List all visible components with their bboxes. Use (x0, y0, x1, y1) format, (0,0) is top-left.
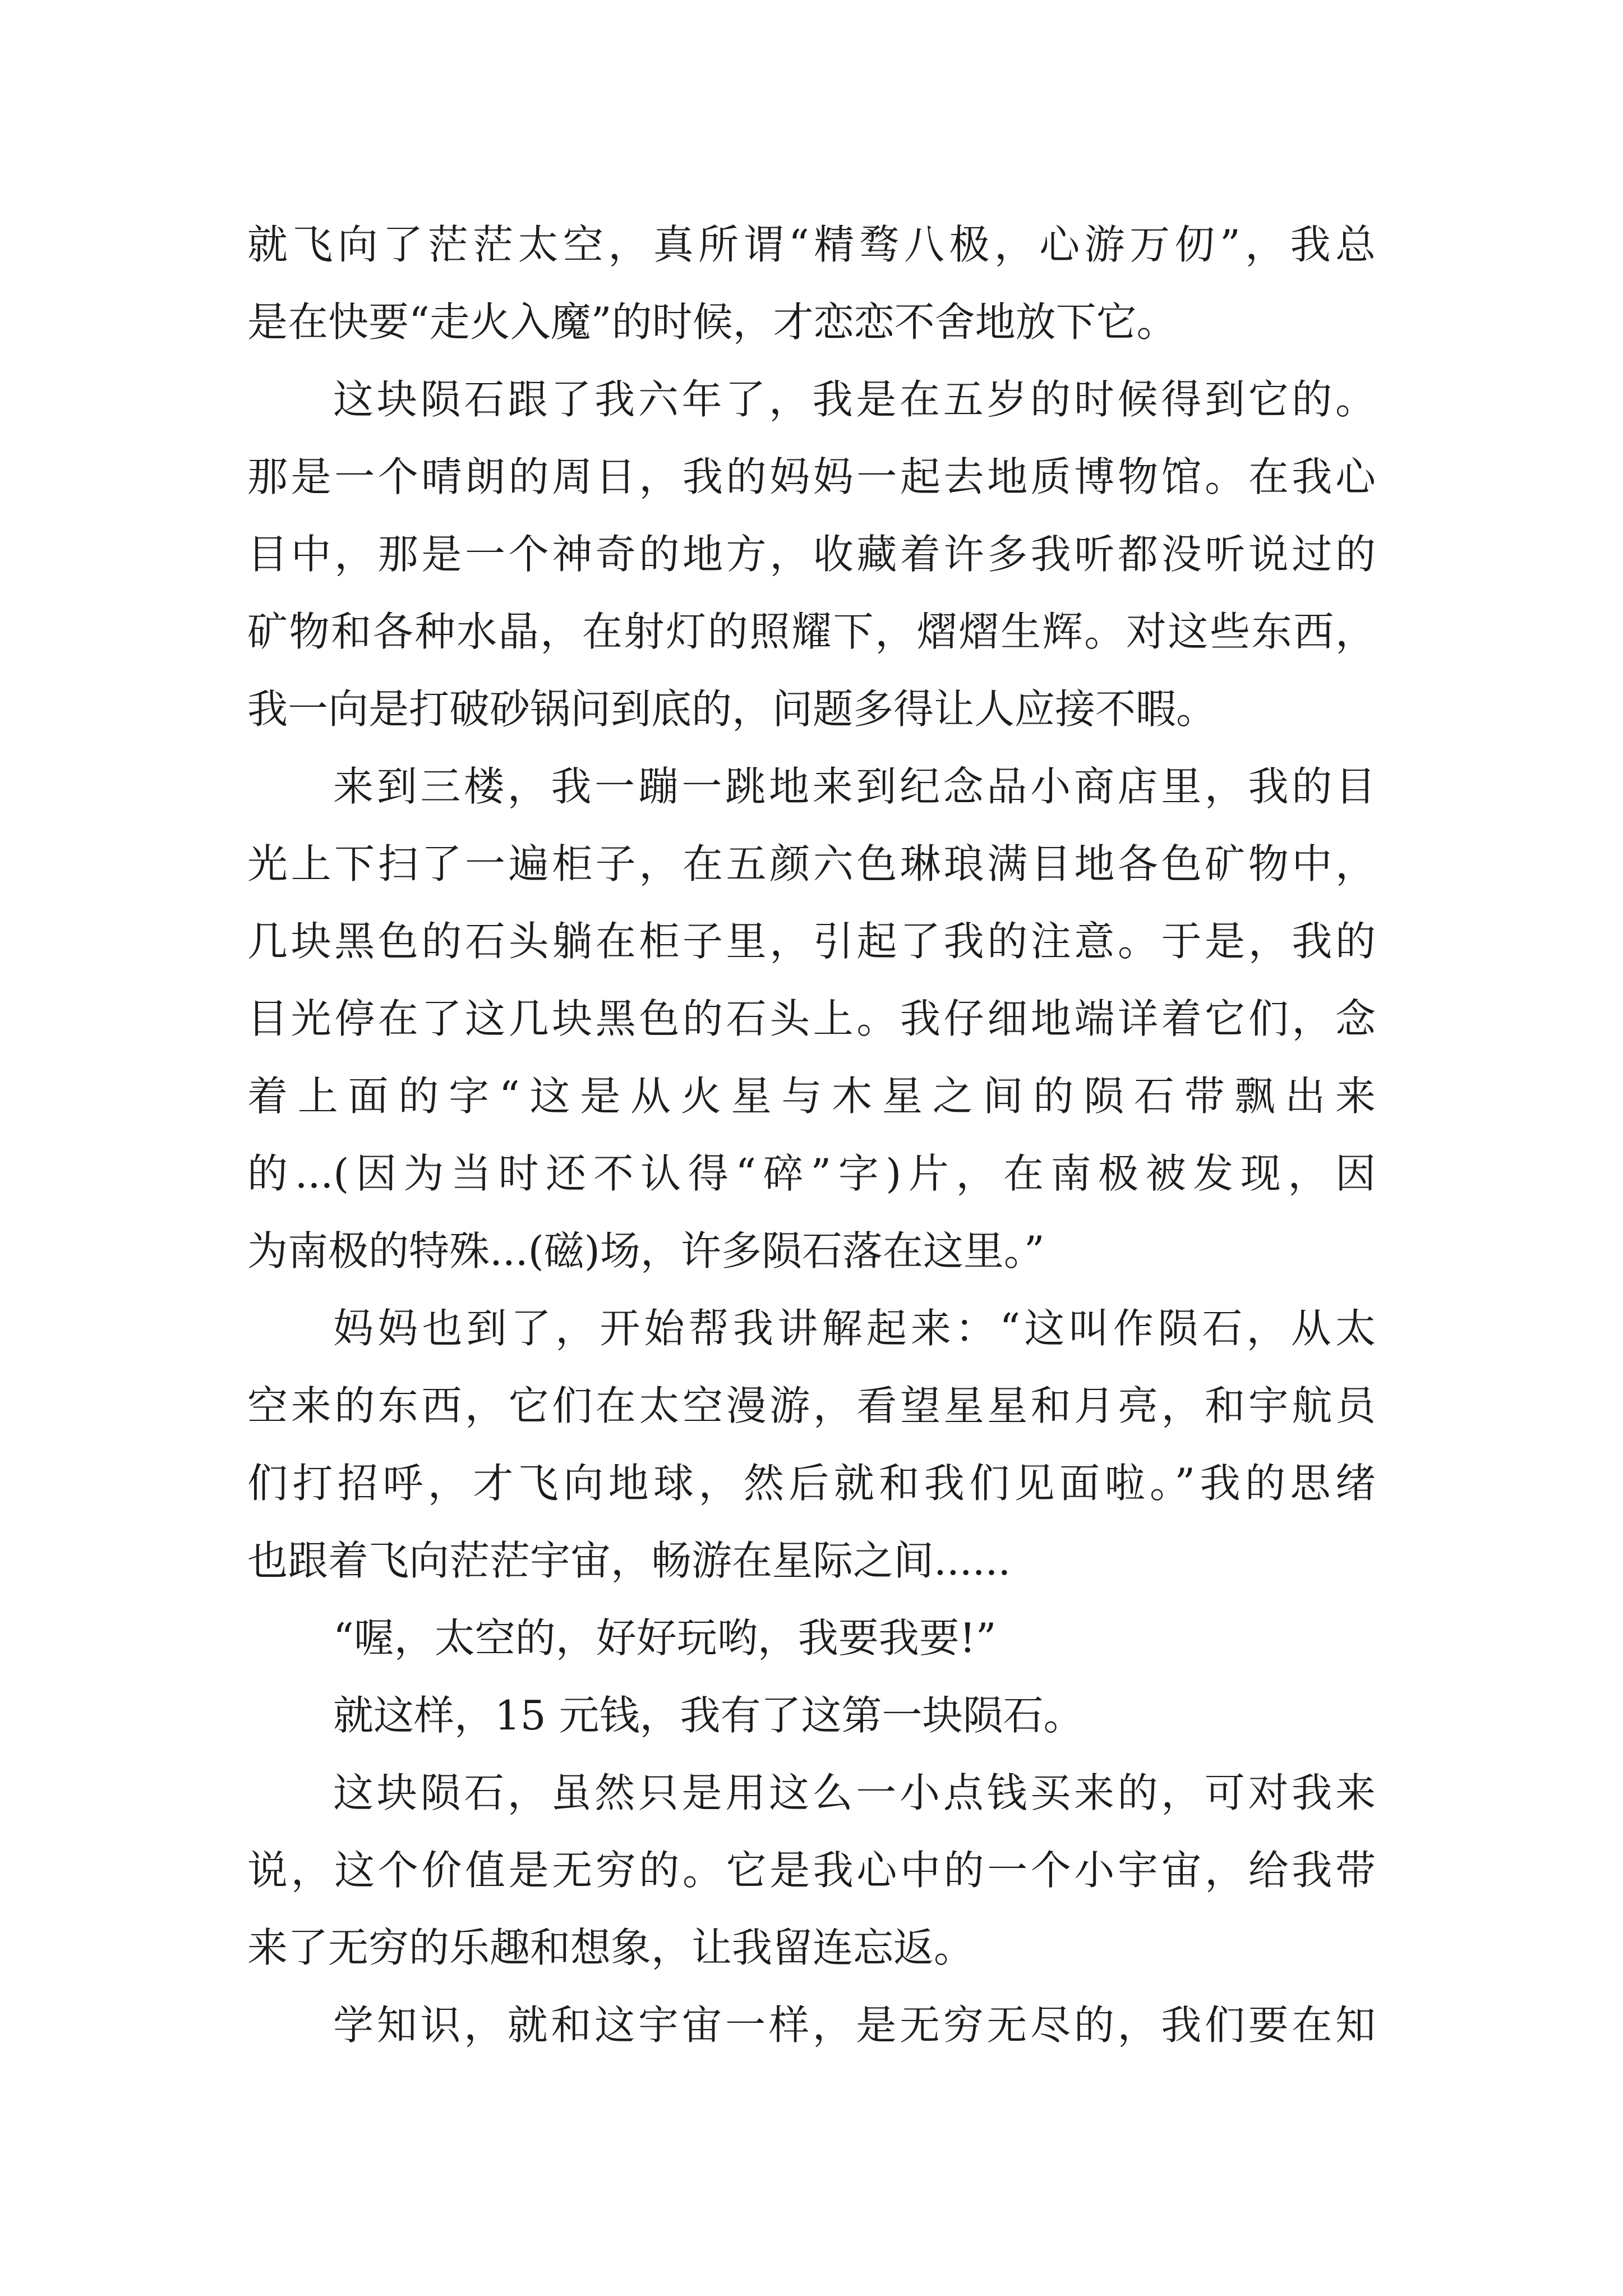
text-line: 说，这个价值是无穷的。它是我心中的一个小宇宙，给我带 (247, 1847, 1376, 1894)
text-line: 就这样，15 元钱，我有了这第一块陨石。 (333, 1692, 1084, 1739)
text-line: 这块陨石，虽然只是用这么一小点钱买来的，可对我来 (333, 1769, 1376, 1816)
text-line: 这块陨石跟了我六年了，我是在五岁的时候得到它的。 (333, 376, 1376, 423)
text-line: “喔，太空的，好好玩哟，我要我要!” (333, 1614, 997, 1662)
text-line: 目光停在了这几块黑色的石头上。我仔细地端详着它们，念 (247, 995, 1376, 1042)
text-line: 几块黑色的石头躺在柜子里，引起了我的注意。于是，我的 (247, 918, 1376, 965)
text-line: 为南极的特殊...(磁)场，许多陨石落在这里。” (247, 1227, 1045, 1274)
text-line: 空来的东西，它们在太空漫游，看望星星和月亮，和宇航员 (247, 1382, 1376, 1429)
text-line: 学知识，就和这宇宙一样，是无穷无尽的，我们要在知 (333, 2001, 1376, 2049)
text-line: 目中，那是一个神奇的地方，收藏着许多我听都没听说过的 (247, 531, 1376, 578)
text-line: 着上面的字“这是从火星与木星之间的陨石带飘出来 (247, 1073, 1376, 1120)
text-line: 来了无穷的乐趣和想象，让我留连忘返。 (247, 1924, 975, 1971)
text-line: 矿物和各种水晶，在射灯的照耀下，熠熠生辉。对这些东西， (247, 608, 1376, 655)
text-line: 我一向是打破砂锅问到底的，问题多得让人应接不暇。 (247, 685, 1217, 733)
text-line: 就飞向了茫茫太空，真所谓“精骛八极，心游万仞”，我总 (247, 221, 1376, 268)
text-line: 来到三楼，我一蹦一跳地来到纪念品小商店里，我的目 (333, 763, 1376, 810)
text-line: 光上下扫了一遍柜子，在五颜六色琳琅满目地各色矿物中， (247, 840, 1376, 887)
text-line: 的...(因为当时还不认得“碎”字)片，在南极被发现，因 (247, 1150, 1376, 1197)
text-line: 们打招呼，才飞向地球，然后就和我们见面啦。”我的思绪 (247, 1460, 1376, 1507)
text-line: 也跟着飞向茫茫宇宙，畅游在星际之间...... (247, 1537, 1011, 1584)
text-line: 那是一个晴朗的周日，我的妈妈一起去地质博物馆。在我心 (247, 453, 1376, 500)
text-line: 是在快要“走火入魔”的时候，才恋恋不舍地放下它。 (247, 298, 1177, 346)
text-line: 妈妈也到了，开始帮我讲解起来：“这叫作陨石，从太 (333, 1305, 1376, 1352)
